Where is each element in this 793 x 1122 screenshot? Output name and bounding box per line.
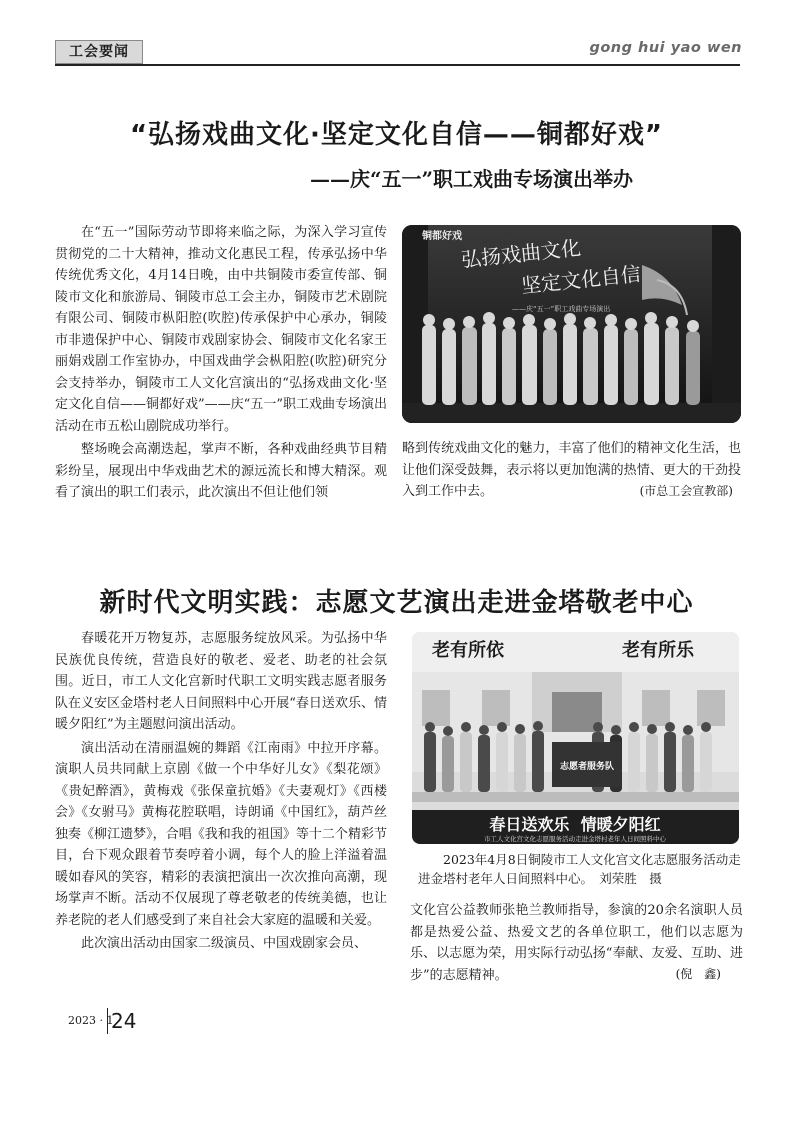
article2-paragraph-2: 演出活动在清丽温婉的舞蹈《江南雨》中拉开序幕。演职人员共同献上京剧《做一个中华好儿女》《梨花颂》《贵妃醉酒》，黄梅戏《张保童抗婚》《夫妻观灯》《西楼会》《女驸马》黄梅花腔联唱，诗朗诵《中国红》，葫芦丝独奏《柳江遗梦》，合唱《我和我的祖国》等十二个精彩节目，台下观众跟着节奏哼着小调，每个人的脸上洋溢着温暖如春风的笑容，精彩的表演把演出一次次推向高潮，现场掌声不断。活动不仅展现了尊老敬老的传统美德，也让养老院的老人们感受到了来自社会大家庭的温暖和关爱。 [55, 740, 387, 928]
volunteer-photo-caption [418, 850, 741, 888]
article1-paragraph-3: 略到传统戏曲文化的魅力，丰富了他们的精神文化生活，也让他们深受鼓舞，表示将以更加饱满的热情、更大的干劲投入到工作中去。 [402, 441, 741, 499]
opera-stage-illustration [402, 225, 741, 423]
photo-line-2: 坚定文化自信 [520, 261, 642, 298]
opera-stage-photo [402, 225, 741, 423]
photo-banner-top: 铜都好戏 [422, 231, 462, 242]
header-rule [55, 64, 740, 66]
section-pinyin: gong hui yao wen [589, 40, 742, 56]
volunteer-photo-credit: 刘荣胜 摄 [599, 871, 662, 886]
article2-paragraph-4: 文化宫公益教师张艳兰教师指导，参演的20余名演职人员都是热爱公益、热爱文艺的各单位职工，他们以志愿为乐、以志愿为荣，用实际行动弘扬“奉献、友爱、互助、进步”的志愿精神。 [410, 903, 743, 983]
sign-right-text: 老有所乐 [622, 640, 694, 661]
article2-paragraph-1: 春暖花开万物复苏，志愿服务绽放风采。为弘扬中华民族优良传统，营造良好的敬老、爱老、助老的社会氛围。近日，市工人文化宫新时代职工文明实践志愿者服务队在义安区金塔村老人日间照料中心开展“春日送欢乐、情暖夕阳红”为主题慰问演出活动。 [55, 631, 387, 732]
issue-label: 2023 · 1 [68, 1014, 114, 1027]
photo-line-3: ——庆“五一”职工戏曲专场演出 [512, 305, 611, 313]
photo-caption-block [418, 850, 741, 888]
volunteer-photo-caption-text: 2023年4月8日铜陵市工人文化宫文化志愿服务活动走进金塔村老年人日间照料中心。 [418, 852, 741, 886]
article2-title: 新时代文明实践：志愿文艺演出走进金塔敬老中心 [99, 588, 694, 618]
article1-title: “弘扬戏曲文化·坚定文化自信——铜都好戏” [129, 120, 664, 150]
article1-credit: (市总工会宣教部) [639, 483, 733, 498]
article2-paragraph-3: 此次演出活动由国家二级演员、中国戏剧家会员、 [81, 936, 368, 951]
event-banner-small: 市工人文化宫文化志愿服务活动走进金塔村老年人日间照料中心 [484, 835, 666, 843]
volunteer-flag-text: 志愿者服务队 [559, 762, 615, 772]
article1-left-column [55, 222, 387, 504]
article1-paragraph-1: 在“五一”国际劳动节即将来临之际，为深入学习宣传贯彻党的二十大精神，推动文化惠民工程，传承弘扬中华传统优秀文化，4月14日晚，由中共铜陵市委宣传部、铜陵市文化和旅游局、铜陵市总工会主办，铜陵市艺术剧院有限公司、铜陵市枞阳腔(吹腔)传承保护中心承办，铜陵市非遗保护中心、铜陵市戏剧家协会、铜陵市文化名家王丽娟戏剧工作室协办，中国戏曲学会枞阳腔(吹腔)研究分会支持举办，铜陵市工人文化宫演出的“弘扬戏曲文化·坚定文化自信——铜都好戏”——庆“五一”职工戏曲专场演出活动在市五松山剧院成功举行。 [55, 225, 387, 434]
volunteer-group-photo [412, 632, 739, 844]
article2-right-column [410, 900, 743, 982]
sign-left-text: 老有所依 [432, 640, 504, 661]
page-number: 24 [107, 1008, 136, 1034]
event-banner-main: 春日送欢乐 情暖夕阳红 [489, 815, 661, 834]
article1-subtitle: ——庆“五一”职工戏曲专场演出举办 [309, 167, 633, 191]
article1-paragraph-2: 整场晚会高潮迭起，掌声不断，各种戏曲经典节目精彩纷呈，展现出中华戏曲艺术的源远流长和博大精深。观看了演出的职工们表示，此次演出不但让他们领 [55, 442, 387, 500]
volunteer-group-illustration [412, 632, 739, 844]
section-tag: 工会要闻 [55, 40, 143, 64]
article1-right-column [402, 438, 741, 499]
photo-line-1: 弘扬戏曲文化 [460, 235, 582, 272]
article2-left-column [55, 628, 387, 955]
article2-credit: (倪 鑫) [675, 967, 721, 981]
